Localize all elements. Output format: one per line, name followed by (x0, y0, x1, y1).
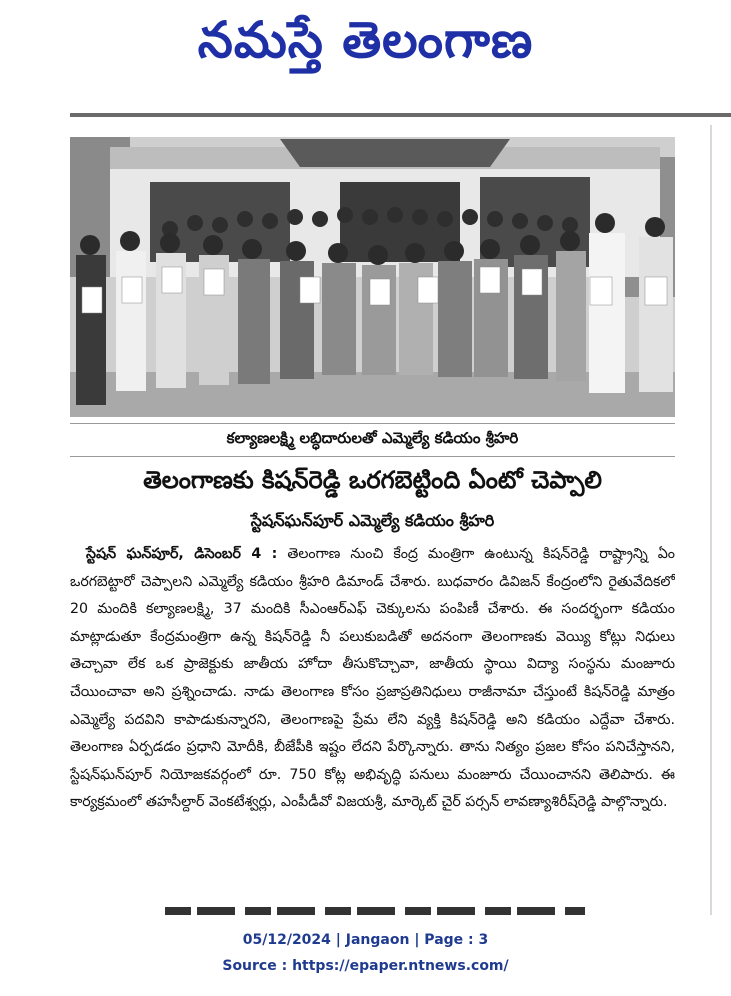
article-dateline: స్టేషన్ ఘన్‌పూర్, డిసెంబర్ 4 : (86, 546, 278, 562)
source-link[interactable]: Source : https://epaper.ntnews.com/ (222, 958, 509, 974)
next-article-cut-off (165, 907, 585, 915)
article-subheadline: స్టేషన్‌ఘన్‌పూర్ ఎమ్మెల్యే కడియం శ్రీహరి (250, 511, 495, 530)
article-body (70, 541, 675, 897)
edition-info: 05/12/2024 | Jangaon | Page : 3 (242, 932, 489, 948)
article-headline: తెలంగాణకు కిషన్‌రెడ్డి ఒరగబెట్టింది ఏంటో చెప్పాలి (143, 466, 602, 494)
photo-caption: కల్యాణలక్ష్మి లబ్ధిదారులతో ఎమ్మెల్యే కడియం శ్రీహరి (70, 423, 675, 457)
group-photo-image (70, 137, 675, 417)
article-text: తెలంగాణ నుంచి కేంద్ర మంత్రిగా ఉంటున్న కిషన్‌రెడ్డి రాష్ట్రాన్ని ఏం ఒరగబెట్టారో చెప్పాలని ఎమ్మెల్యే కడియం శ్రీహరి డిమాండ్ చేశారు. బుధవారం డివిజన్ కేంద్రంలోని రైతువేదికలో 20 మందికి కల్యాణలక్ష్మి, 37 మందికి సీఎంఆర్‌ఎఫ్ చెక్కులను పంపిణీ చేశారు. ఈ సందర్భంగా కడియం మాట్లాడుతూ కేంద్రమంత్రిగా ఉన్న కిషన్‌రెడ్డి నీ పలుకుబడితో అదనంగా తెలంగాణకు వెయ్యి కోట్లు నిధులు తెచ్చావా లేక ఒక ప్రాజెక్టుకు జాతీయ హోదా తీసుకొచ్చావా, జాతీయ స్థాయి విద్యా సంస్థను మంజూరు చేయించావా అని ప్రశ్నించాడు. నాడు తెలంగాణ కోసం ప్రజాప్రతినిధులు రాజీనామా చేస్తుంటే కిషన్‌రెడ్డి మాత్రం ఎమ్మెల్యే పదవిని కాపాడుకున్నారని, తెలంగాణపై ప్రేమ లేని వ్యక్తి కిషన్‌రెడ్డి అని కడియం ఎద్దేవా చేశారు. తెలంగాణ ఏర్పడడం ప్రధాని మోదీకి, బీజేపీకి ఇష్టం లేదని పేర్కొన్నారు. తాను నిత్యం ప్రజల కోసం పనిచేస్తానని, స్టేషన్‌ఘన్‌పూర్ నియోజకవర్గంలో రూ. 750 కోట్ల అభివృద్ధి పనులు మంజూరు చేయించానని తెలిపారు. ఈ కార్యక్రమంలో తహసీల్దార్ వెంకటేశ్వర్లు, ఎంపీడీవో విజయశ్రీ, మార్కెట్ చైర్ పర్సన్ లావణ్యాశిరీష్‌రెడ్డి పాల్గొన్నారు. (70, 546, 675, 811)
masthead-divider (70, 113, 731, 117)
news-photo (70, 137, 675, 417)
column-divider (710, 125, 712, 915)
newspaper-title: నమస్తే తెలంగాణ (197, 11, 534, 69)
masthead (0, 0, 731, 80)
